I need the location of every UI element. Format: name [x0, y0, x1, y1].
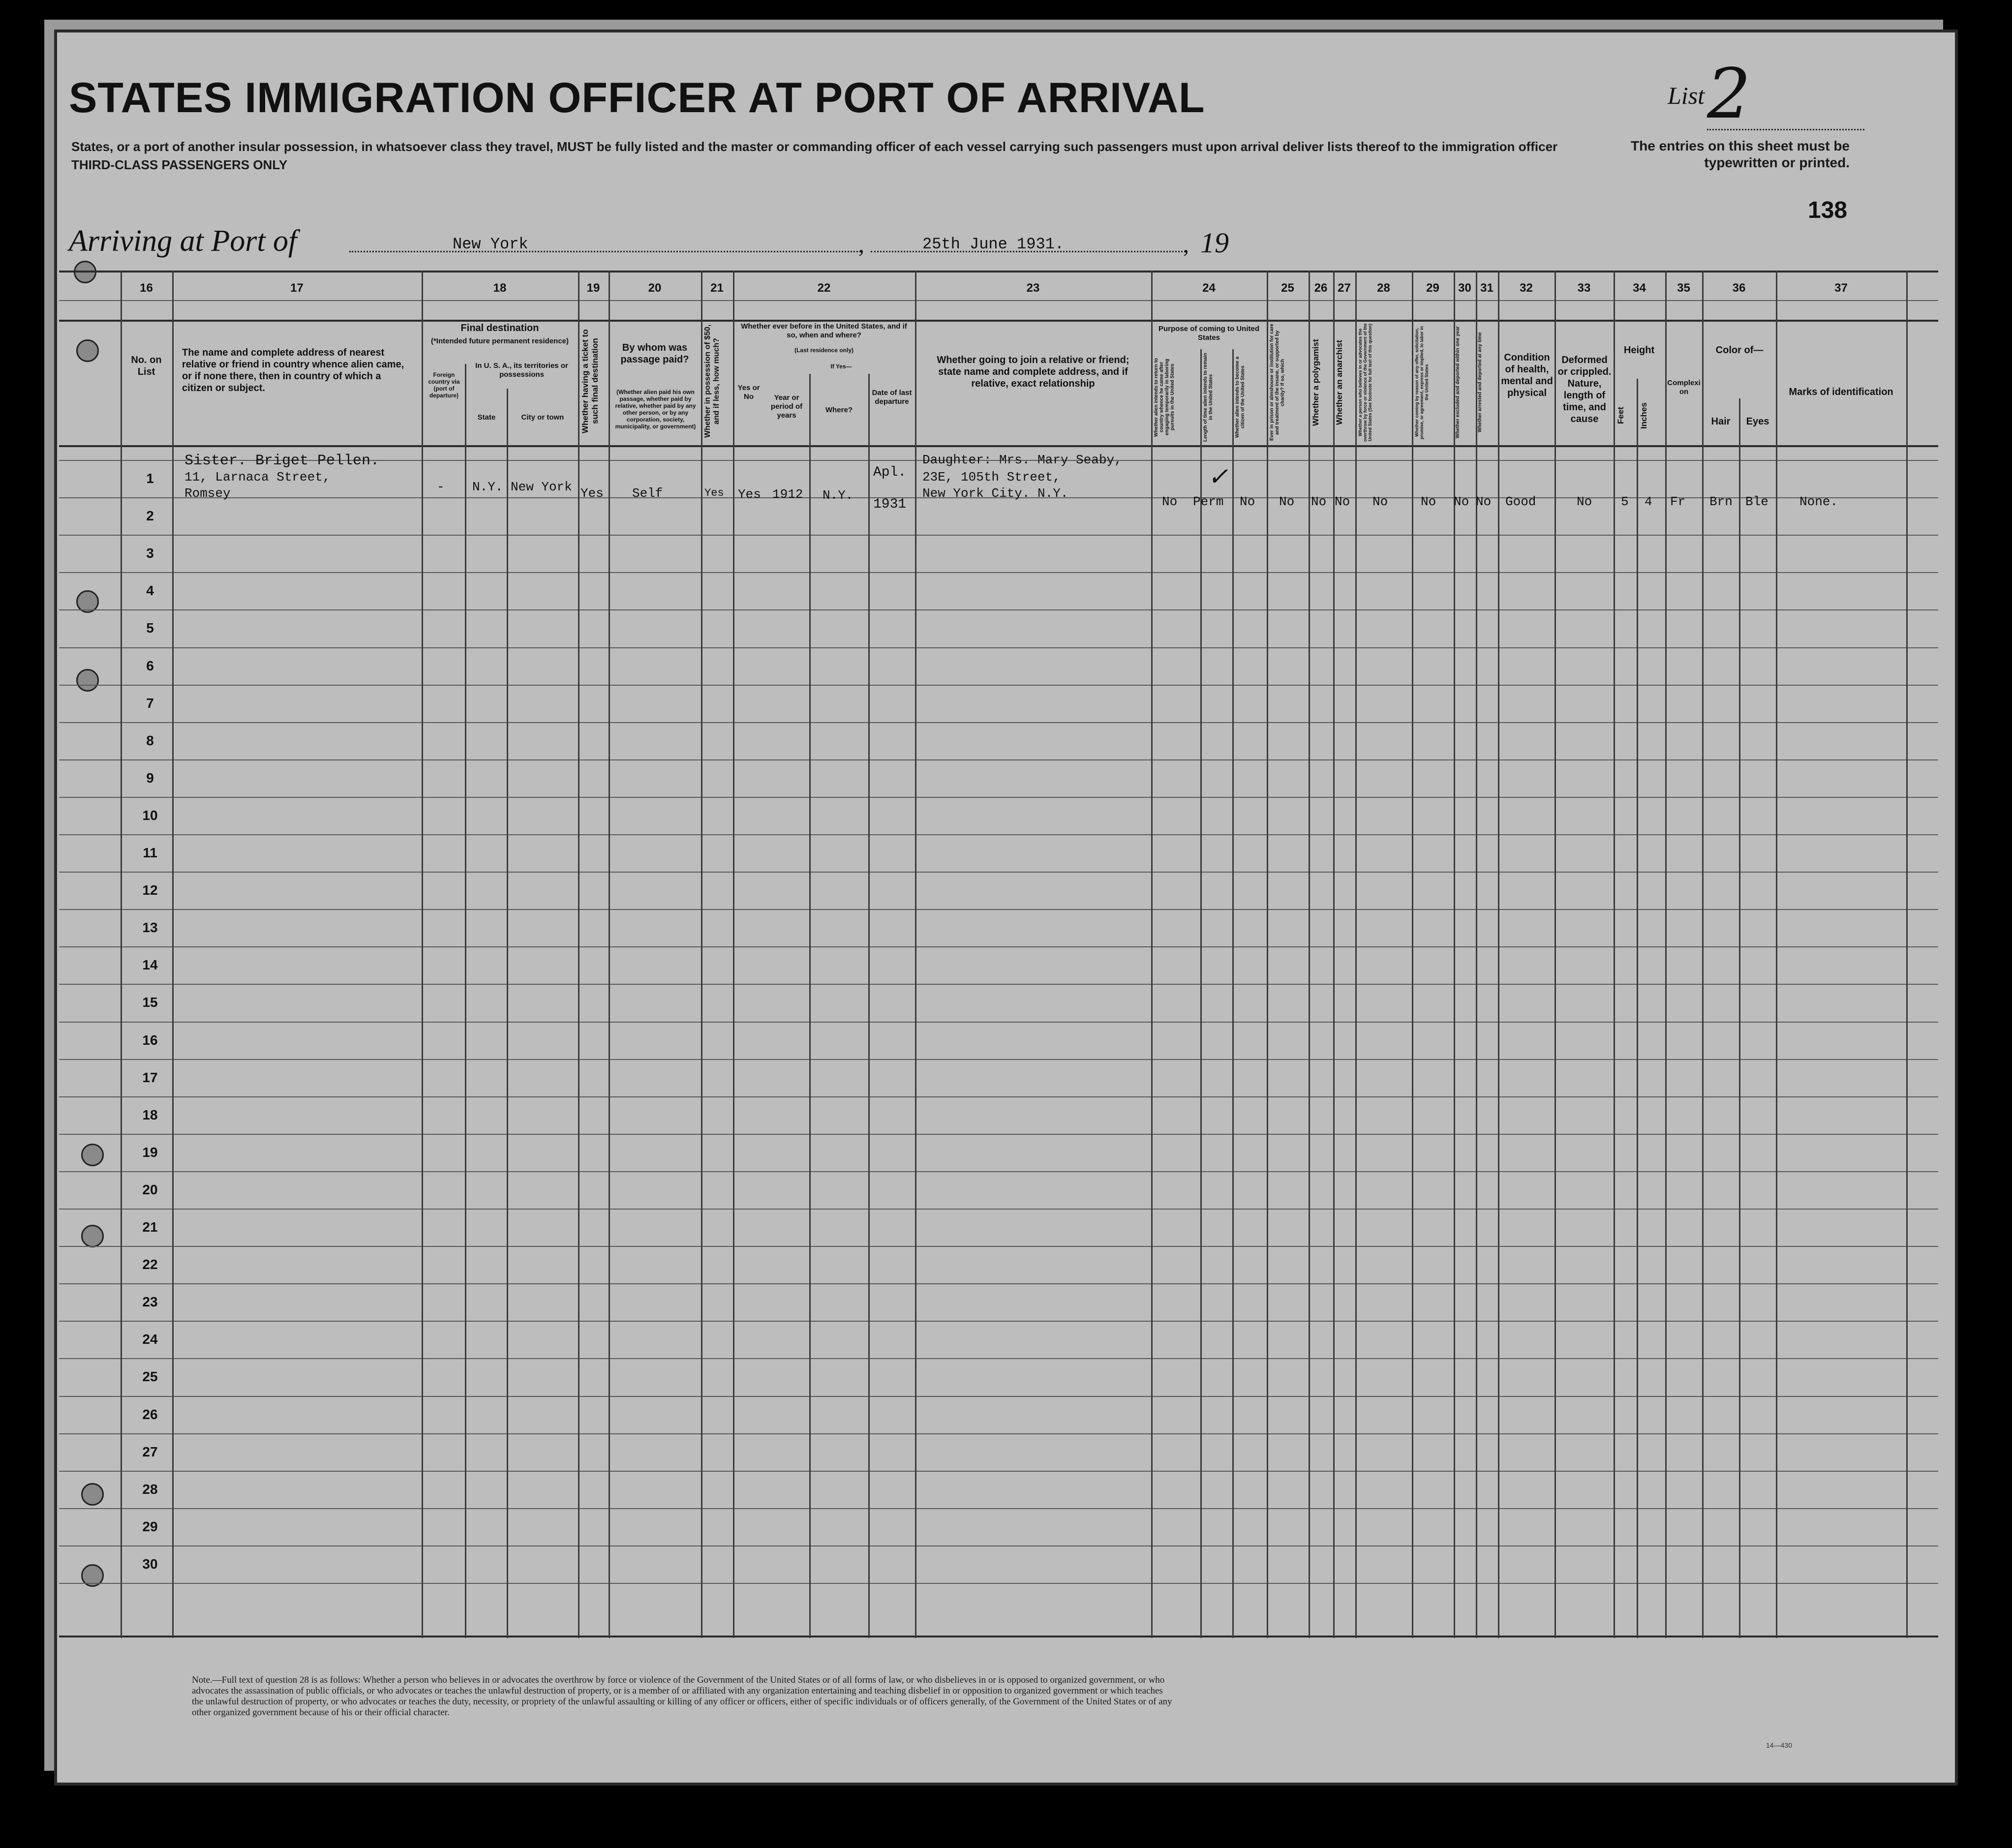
row-line — [59, 1022, 1938, 1023]
entry-deformed: No — [1577, 494, 1592, 509]
entry-join-line2: 23E, 105th Street, — [922, 470, 1061, 485]
col-number-32: 32 — [1520, 281, 1533, 295]
entry-complexion: Fr — [1670, 494, 1686, 509]
entry-join-line1: Daughter: Mrs. Mary Seaby, — [922, 453, 1122, 467]
col-number-21: 21 — [710, 281, 724, 295]
table-top-border — [59, 271, 1938, 273]
entry-ticket: Yes — [580, 486, 604, 501]
row-number: 3 — [146, 545, 154, 561]
row-line — [59, 909, 1938, 910]
header-arrested: Whether arrested and deported at any time — [1477, 332, 1483, 433]
row-number: 1 — [146, 471, 154, 486]
header-state: State — [477, 413, 496, 422]
column-border — [1776, 271, 1777, 1638]
col-number-35: 35 — [1677, 281, 1690, 295]
entry-length: Perm — [1193, 494, 1224, 509]
row-line — [59, 1096, 1938, 1097]
row-number: 17 — [142, 1070, 158, 1085]
entry-year: 1912 — [772, 487, 803, 502]
row-line — [59, 1134, 1938, 1135]
row-number: 15 — [142, 995, 158, 1010]
header-length-of-stay: Length of time alien intends to remain in the United States — [1203, 353, 1214, 442]
header-eyes: Eyes — [1746, 416, 1769, 427]
row-line — [59, 946, 1938, 947]
row-line — [59, 1358, 1938, 1359]
col-number-22: 22 — [817, 281, 831, 295]
col-number-25: 25 — [1281, 281, 1294, 295]
row-number: 11 — [143, 845, 157, 860]
entry-marks: None. — [1799, 494, 1838, 509]
entry-before-yesno: Yes — [738, 487, 761, 502]
header-marks: Marks of identification — [1789, 387, 1893, 397]
row-line — [59, 1433, 1938, 1434]
header-complexion: Complexion — [1667, 379, 1701, 396]
entry-anarchist: No — [1335, 494, 1350, 509]
entry-state: N.Y. — [472, 480, 503, 494]
header-final-destination: Final destination — [460, 323, 539, 333]
header-intends-citizen: Whether alien intends to become a citizen of the United States — [1235, 356, 1246, 438]
header-ever-before: Whether ever before in the United States, and if so, when and where? — [741, 322, 907, 339]
row-line — [59, 685, 1938, 686]
column-border — [1200, 349, 1202, 1638]
row-line — [59, 722, 1938, 723]
entry-foreign-via: - — [437, 480, 445, 494]
col-number-31: 31 — [1480, 281, 1494, 295]
entry-relative-line2: 11, Larnaca Street, — [184, 470, 331, 485]
separator: , — [1183, 232, 1189, 258]
column-border — [1555, 271, 1556, 1638]
column-border — [868, 374, 870, 1638]
header-year-or-period: Year or period of years — [770, 394, 803, 420]
header-deformed: Deformed or crippled. Nature, length of time, and cause — [1557, 355, 1612, 424]
row-number: 14 — [142, 957, 158, 972]
header-prison: Ever in prison or almshouse or institution for care and treatment of the insane, or supported by charity? If so, which — [1269, 324, 1285, 441]
list-label: List — [1668, 82, 1705, 109]
check-mark-icon: ✓ — [1208, 462, 1228, 491]
page-title: STATES IMMIGRATION OFFICER AT PORT OF ARRIVAL — [69, 74, 1205, 121]
entry-relative-line1: Sister. Briget Pellen. — [184, 453, 380, 469]
col-number-37: 37 — [1834, 281, 1848, 295]
row-line — [59, 834, 1938, 835]
punch-hole — [76, 339, 99, 362]
header-possession-50: Whether in possession of $50, and if less, how much? — [703, 324, 721, 438]
column-border — [1454, 271, 1455, 1638]
col-number-36: 36 — [1732, 281, 1746, 295]
row-number: 26 — [142, 1407, 158, 1422]
header-yes-or-no: Yes or No — [737, 384, 760, 401]
header-excluded: Whether excluded and deported within one year — [1455, 326, 1461, 439]
column-border — [915, 271, 916, 1638]
row-number: 29 — [142, 1519, 158, 1534]
header-city: City or town — [521, 413, 564, 422]
row-number: 21 — [142, 1219, 158, 1235]
row-line — [59, 535, 1938, 536]
entry-join-line3: New York City. N.Y. — [922, 486, 1068, 501]
header-ticket: Whether having a ticket to such final destination — [580, 329, 600, 433]
header-anarchist: Whether an anarchist — [1335, 340, 1344, 425]
header-polygamist: Whether a polygamist — [1311, 339, 1320, 426]
row-line — [59, 1583, 1938, 1584]
row-line — [59, 1545, 1938, 1546]
col-number-30: 30 — [1458, 281, 1471, 295]
row-line — [59, 872, 1938, 873]
header-join-relative: Whether going to join a relative or friend; state name and complete address, and if relative, exact relationship — [937, 355, 1129, 389]
row-number: 8 — [146, 733, 154, 748]
entry-health: Good — [1505, 494, 1536, 509]
list-number: 2 — [1707, 54, 1751, 134]
row-line — [59, 797, 1938, 798]
header-foreign-country: Foreign country via (port of departure) — [428, 371, 460, 399]
column-border — [422, 271, 423, 1638]
column-border — [507, 389, 508, 1638]
port-underline — [349, 251, 861, 252]
col-number-26: 26 — [1314, 281, 1328, 295]
row-number: 9 — [146, 770, 154, 786]
passenger-class-text: THIRD-CLASS PASSENGERS ONLY — [71, 157, 288, 172]
column-border — [1232, 349, 1234, 1638]
column-border — [1702, 271, 1704, 1638]
col-number-24: 24 — [1202, 281, 1216, 295]
header-feet: Feet — [1616, 407, 1625, 424]
header-intends-return: Whether alien intends to return to country whence he came after engaging temporarily in laboring pursuits in the United States — [1154, 358, 1175, 437]
entry-inches: 4 — [1645, 494, 1652, 509]
header-relative-address: The name and complete address of nearest relative or friend in country whence alien came, or if none there, then in country of which a citizen or subject. — [182, 347, 404, 394]
col-number-23: 23 — [1026, 281, 1040, 295]
punch-hole — [81, 1483, 104, 1506]
row-line — [59, 1396, 1938, 1397]
column-border — [121, 271, 122, 1638]
arriving-label: Arriving at Port of — [69, 224, 297, 258]
entry-feet: 5 — [1621, 494, 1629, 509]
row-number: 24 — [142, 1332, 158, 1347]
entry-overthrow: No — [1372, 494, 1388, 509]
year-prefix: 19 — [1200, 227, 1229, 259]
table-bottom-border — [59, 1636, 1938, 1637]
row-number: 23 — [142, 1294, 158, 1309]
row-line — [59, 759, 1938, 760]
column-border — [1355, 271, 1357, 1638]
row-number: 18 — [142, 1107, 158, 1122]
column-border — [1498, 271, 1499, 1638]
col-number-28: 28 — [1377, 281, 1390, 295]
row-number: 27 — [142, 1444, 158, 1459]
row-line — [59, 1059, 1938, 1060]
col-number-18: 18 — [493, 281, 507, 295]
separator: , — [858, 232, 864, 258]
column-border — [1665, 271, 1667, 1638]
header-if-yes: If Yes— — [830, 363, 852, 370]
row-line — [59, 572, 1938, 573]
row-number: 20 — [142, 1182, 158, 1197]
column-border — [809, 374, 811, 1638]
column-border — [465, 364, 466, 1638]
column-border — [1906, 271, 1908, 1638]
row-number: 2 — [146, 508, 154, 523]
entry-return: No — [1162, 494, 1178, 509]
column-border — [1412, 271, 1413, 1638]
header-bottom-border — [59, 445, 1938, 447]
header-last-residence: (Last residence only) — [794, 347, 854, 354]
row-line — [59, 1171, 1938, 1172]
col-number-27: 27 — [1338, 281, 1351, 295]
entry-hair: Brn — [1709, 494, 1733, 509]
row-number: 5 — [146, 620, 154, 636]
row-line — [59, 609, 1938, 610]
row-number: 12 — [142, 882, 158, 898]
col-number-17: 17 — [290, 281, 304, 295]
entry-paid-by: Self — [632, 486, 663, 501]
entry-arrested: No — [1476, 494, 1492, 509]
row-number: 6 — [146, 658, 154, 673]
row-number: 22 — [142, 1257, 158, 1272]
header-last-departure: Date of last departure — [872, 389, 912, 406]
row-number: 7 — [146, 696, 154, 711]
footnote: Note.—Full text of question 28 is as follows: Whether a person who believes in or advocates the overthrow by force or violence of the Government of the United States or of all forms of law, or who disbelieves in or is opposed to organized government, or who advocates the assassination of public officials, or who advocates or teaches the unlawful destruction of property, or is a member of or affiliated with any organization entertaining and teaching disbelief in or opposition to organized government or which teaches the unlawful destruction of property, or who advocates or teaches the duty, necessity, or propriety of the unlawful assaulting or killing of any officer or officers, either of specific individuals or of officers generally, of the Government of the United States or of any other organized government because of his or their official character. — [192, 1675, 1172, 1718]
header-inches: Inches — [1639, 402, 1648, 429]
header-in-usa: In U. S. A., its territories or possessions — [475, 362, 568, 379]
header-top-border — [59, 320, 1938, 322]
column-border — [1637, 379, 1638, 1638]
header-passage-paid: By whom was passage paid? — [620, 342, 689, 365]
column-border — [1739, 398, 1740, 1638]
form-code: 14—430 — [1766, 1741, 1792, 1749]
punch-hole — [81, 1144, 104, 1166]
row-number: 10 — [142, 808, 158, 823]
header-final-destination-note: (*Intended future permanent residence) — [430, 337, 569, 345]
row-line — [59, 1283, 1938, 1284]
column-border — [578, 271, 579, 1638]
entry-eyes: Ble — [1745, 494, 1768, 509]
entry-prison: No — [1279, 494, 1295, 509]
row-number: 28 — [142, 1482, 158, 1497]
row-line — [59, 647, 1938, 648]
header-purpose: Purpose of coming to United States — [1158, 325, 1259, 342]
header-labor-offer: Whether coming by reason of any offer, solicitation, promise, or agreement, express or implied, to labor in the United States — [1414, 326, 1429, 439]
header-passage-paid-note: (Whether alien paid his own passage, whether paid by relative, whether paid by any other person, or by any corporation, society, municipality, or government) — [615, 389, 696, 430]
entry-city: New York — [511, 480, 572, 494]
row-number: 25 — [142, 1369, 158, 1384]
date-value: 25th June 1931. — [922, 235, 1065, 253]
col-number-29: 29 — [1426, 281, 1439, 295]
column-border — [1309, 271, 1310, 1638]
punch-hole — [76, 669, 99, 692]
entry-polygamist: No — [1311, 494, 1327, 509]
col-number-20: 20 — [648, 281, 662, 295]
row-number: 30 — [142, 1556, 158, 1572]
row-line — [59, 1246, 1938, 1247]
entry-possession: Yes — [704, 487, 724, 499]
column-border — [172, 271, 174, 1638]
entry-excluded: No — [1454, 494, 1469, 509]
port-value: New York — [453, 235, 528, 253]
header-where: Where? — [825, 406, 853, 414]
row-line — [59, 1209, 1938, 1210]
punch-hole — [81, 1225, 104, 1247]
row-line — [59, 1321, 1938, 1322]
column-border — [1476, 271, 1477, 1638]
row-line — [59, 1508, 1938, 1509]
column-number-border — [59, 300, 1938, 301]
header-hair: Hair — [1711, 416, 1731, 427]
row-number: 13 — [142, 920, 158, 935]
col-number-33: 33 — [1577, 281, 1591, 295]
entry-departure-month: Apl. — [873, 465, 907, 480]
page-number: 138 — [1808, 197, 1848, 223]
column-border — [701, 271, 702, 1638]
column-border — [1333, 271, 1335, 1638]
entries-note: The entries on this sheet must be typewritten or printed. — [1631, 138, 1850, 170]
list-underline — [1707, 129, 1864, 130]
row-line — [59, 1471, 1938, 1472]
column-border — [1614, 271, 1615, 1638]
header-no-on-list: No. on List — [131, 355, 162, 377]
header-overthrow: Whether a person who believes in or advocates the overthrow by force or violence of the Government of the United States (See footnote for full text of this question) — [1358, 323, 1372, 442]
entry-departure-year: 1931 — [873, 497, 907, 512]
column-border — [1151, 271, 1153, 1638]
column-border — [733, 271, 734, 1638]
entry-labor: No — [1421, 494, 1436, 509]
row-line — [59, 984, 1938, 985]
column-border — [1267, 271, 1268, 1638]
header-height: Height — [1623, 345, 1655, 356]
header-color-of: Color of— — [1715, 345, 1764, 356]
col-number-34: 34 — [1633, 281, 1646, 295]
column-border — [609, 271, 610, 1638]
col-number-19: 19 — [586, 281, 600, 295]
instructions-text: States, or a port of another insular possession, in whatsoever class they travel, MUST be fully listed and the master or commanding officer of each vessel carrying such passengers must upon arrival deliver lists thereof to the immigration officer — [71, 139, 1558, 154]
entry-where: N.Y. — [823, 488, 854, 503]
entry-relative-line3: Romsey — [184, 486, 231, 501]
row-number: 19 — [142, 1145, 158, 1160]
col-number-16: 16 — [140, 281, 153, 295]
header-health: Condition of health, mental and physical — [1501, 352, 1553, 398]
row-number: 16 — [142, 1032, 158, 1048]
entry-citizen: No — [1240, 494, 1255, 509]
row-number: 4 — [146, 583, 154, 598]
